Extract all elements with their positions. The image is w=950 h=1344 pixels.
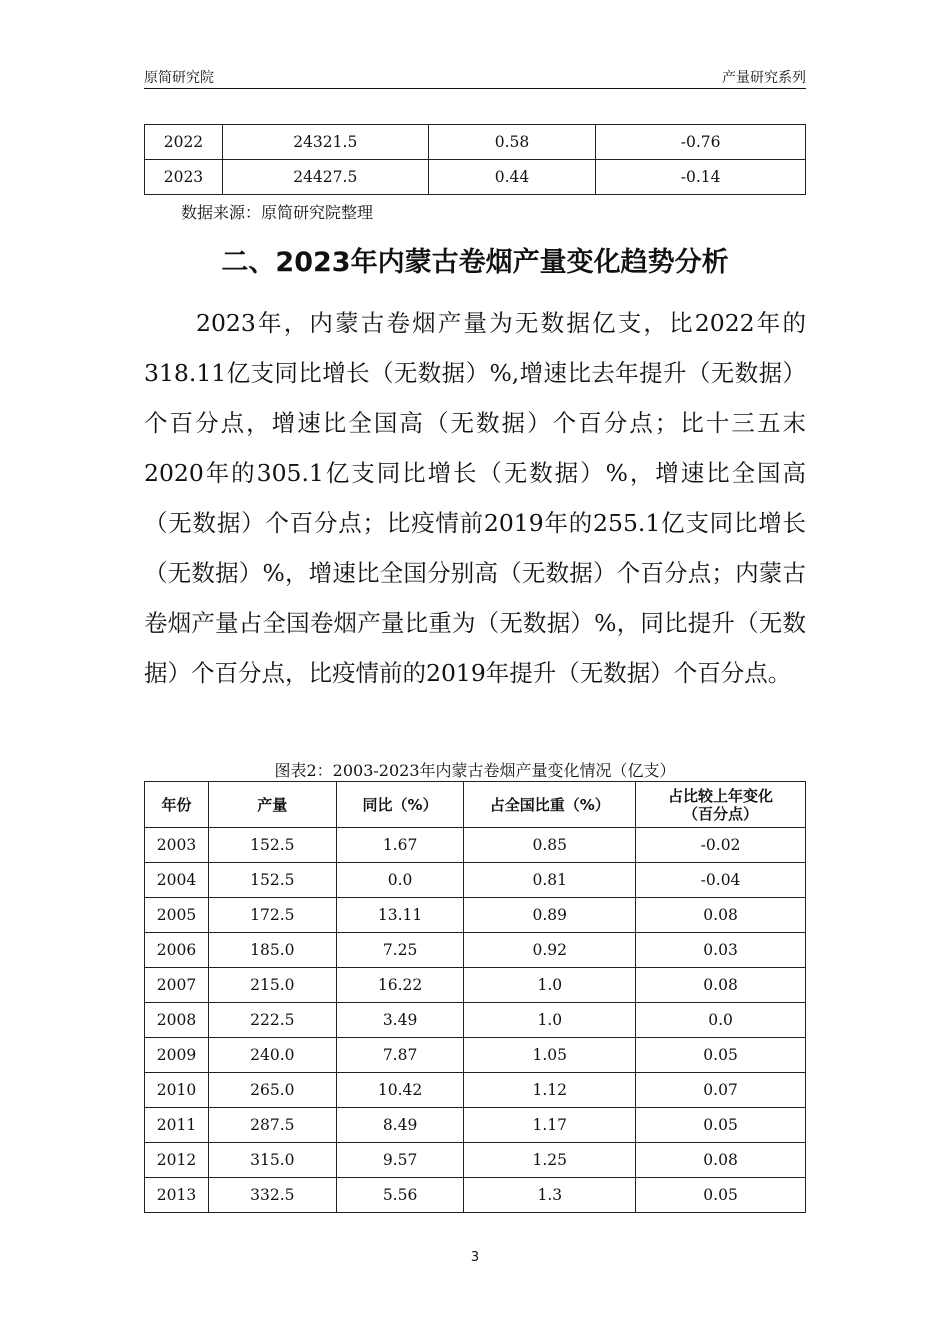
table-cell: 185.0 [208, 933, 336, 968]
table-cell: 0.44 [428, 160, 596, 195]
page-number: 3 [470, 1250, 480, 1265]
table-cell: 0.92 [464, 933, 636, 968]
table-cell: 0.03 [636, 933, 806, 968]
col-header-share-change-label: 占比较上年变化（百分点） [668, 786, 774, 823]
section-heading: 二、2023年内蒙古卷烟产量变化趋势分析 [221, 247, 729, 278]
table-cell: 315.0 [208, 1143, 336, 1178]
table-cell: 2006 [145, 933, 209, 968]
table-cell: 287.5 [208, 1108, 336, 1143]
table-cell: 1.05 [464, 1038, 636, 1073]
table-header-row [145, 782, 806, 828]
table-row [145, 828, 806, 863]
table-cell: 0.07 [636, 1073, 806, 1108]
table-cell: 9.57 [336, 1143, 464, 1178]
table-cell: 2010 [145, 1073, 209, 1108]
table-cell: -0.02 [636, 828, 806, 863]
table-cell: 240.0 [208, 1038, 336, 1073]
header-series-name: 产量研究系列 [722, 70, 806, 86]
table-cell: 0.08 [636, 1143, 806, 1178]
table-cell: -0.14 [596, 160, 806, 195]
table-cell: 1.0 [464, 968, 636, 1003]
table-cell: 0.81 [464, 863, 636, 898]
table-cell: 2011 [145, 1108, 209, 1143]
table-row [145, 968, 806, 1003]
table-cell: 0.08 [636, 898, 806, 933]
col-header-yoy: 同比（%） [336, 782, 464, 828]
header-org-name: 原简研究院 [144, 70, 214, 86]
table-cell: 0.0 [636, 1003, 806, 1038]
table-cell: 2009 [145, 1038, 209, 1073]
table-cell: 222.5 [208, 1003, 336, 1038]
table-cell: 0.0 [336, 863, 464, 898]
production-table [144, 781, 806, 1213]
table-cell: 0.05 [636, 1178, 806, 1213]
table-continued [144, 124, 806, 195]
table-cell: 10.42 [336, 1073, 464, 1108]
table-cell: 1.0 [464, 1003, 636, 1038]
table2-caption: 图表2：2003-2023年内蒙古卷烟产量变化情况（亿支） [274, 761, 676, 780]
table-cell: 2012 [145, 1143, 209, 1178]
table-cell: 172.5 [208, 898, 336, 933]
data-source-note: 数据来源：原简研究院整理 [181, 203, 374, 222]
table-cell: 0.05 [636, 1038, 806, 1073]
table-row [145, 1038, 806, 1073]
col-header-share-change [636, 782, 806, 828]
table-cell: 2022 [145, 125, 223, 160]
table-cell: -0.76 [596, 125, 806, 160]
table-cell: 7.87 [336, 1038, 464, 1073]
table-cell: 332.5 [208, 1178, 336, 1213]
table-cell: 24427.5 [222, 160, 428, 195]
table-cell: -0.04 [636, 863, 806, 898]
table-row [145, 1108, 806, 1143]
table-cell: 215.0 [208, 968, 336, 1003]
page-header [144, 64, 806, 89]
table-cell: 2005 [145, 898, 209, 933]
table-cell: 0.89 [464, 898, 636, 933]
table-cell: 0.05 [636, 1108, 806, 1143]
table-cell: 1.67 [336, 828, 464, 863]
table-cell: 2007 [145, 968, 209, 1003]
table-cell: 13.11 [336, 898, 464, 933]
table-cell: 2023 [145, 160, 223, 195]
table-row [145, 933, 806, 968]
table-row [145, 160, 806, 195]
table-cell: 8.49 [336, 1108, 464, 1143]
table-row [145, 898, 806, 933]
col-header-year: 年份 [145, 782, 209, 828]
table-cell: 5.56 [336, 1178, 464, 1213]
table-cell: 1.12 [464, 1073, 636, 1108]
table-row [145, 1143, 806, 1178]
table-row [145, 1178, 806, 1213]
table-cell: 265.0 [208, 1073, 336, 1108]
table-row [145, 863, 806, 898]
table-cell: 1.25 [464, 1143, 636, 1178]
table-row [145, 1003, 806, 1038]
analysis-paragraph: 2023年，内蒙古卷烟产量为无数据亿支，比2022年的318.11亿支同比增长（无数据）%,增速比去年提升（无数据）个百分点，增速比全国高（无数据）个百分点；比十三五末2020年的305.1亿支同比增长（无数据）%，增速比全国高（无数据）个百分点；比疫情前2019年的255.1亿支同比增长（无数据）%，增速比全国分别高（无数据）个百分点；内蒙古卷烟产量占全国卷烟产量比重为（无数据）%，同比提升（无数据）个百分点，比疫情前的2019年提升（无数据）个百分点。 [144, 309, 806, 687]
table-cell: 2004 [145, 863, 209, 898]
table-cell: 152.5 [208, 828, 336, 863]
table-cell: 0.08 [636, 968, 806, 1003]
table-row [145, 125, 806, 160]
table-cell: 2003 [145, 828, 209, 863]
table-cell: 1.17 [464, 1108, 636, 1143]
table-cell: 0.85 [464, 828, 636, 863]
table-cell: 3.49 [336, 1003, 464, 1038]
table-cell: 2008 [145, 1003, 209, 1038]
table-cell: 1.3 [464, 1178, 636, 1213]
table-cell: 16.22 [336, 968, 464, 1003]
table-cell: 2013 [145, 1178, 209, 1213]
table-cell: 0.58 [428, 125, 596, 160]
table-cell: 7.25 [336, 933, 464, 968]
table-row [145, 1073, 806, 1108]
table-cell: 24321.5 [222, 125, 428, 160]
col-header-output: 产量 [208, 782, 336, 828]
table-cell: 152.5 [208, 863, 336, 898]
col-header-share: 占全国比重（%） [464, 782, 636, 828]
